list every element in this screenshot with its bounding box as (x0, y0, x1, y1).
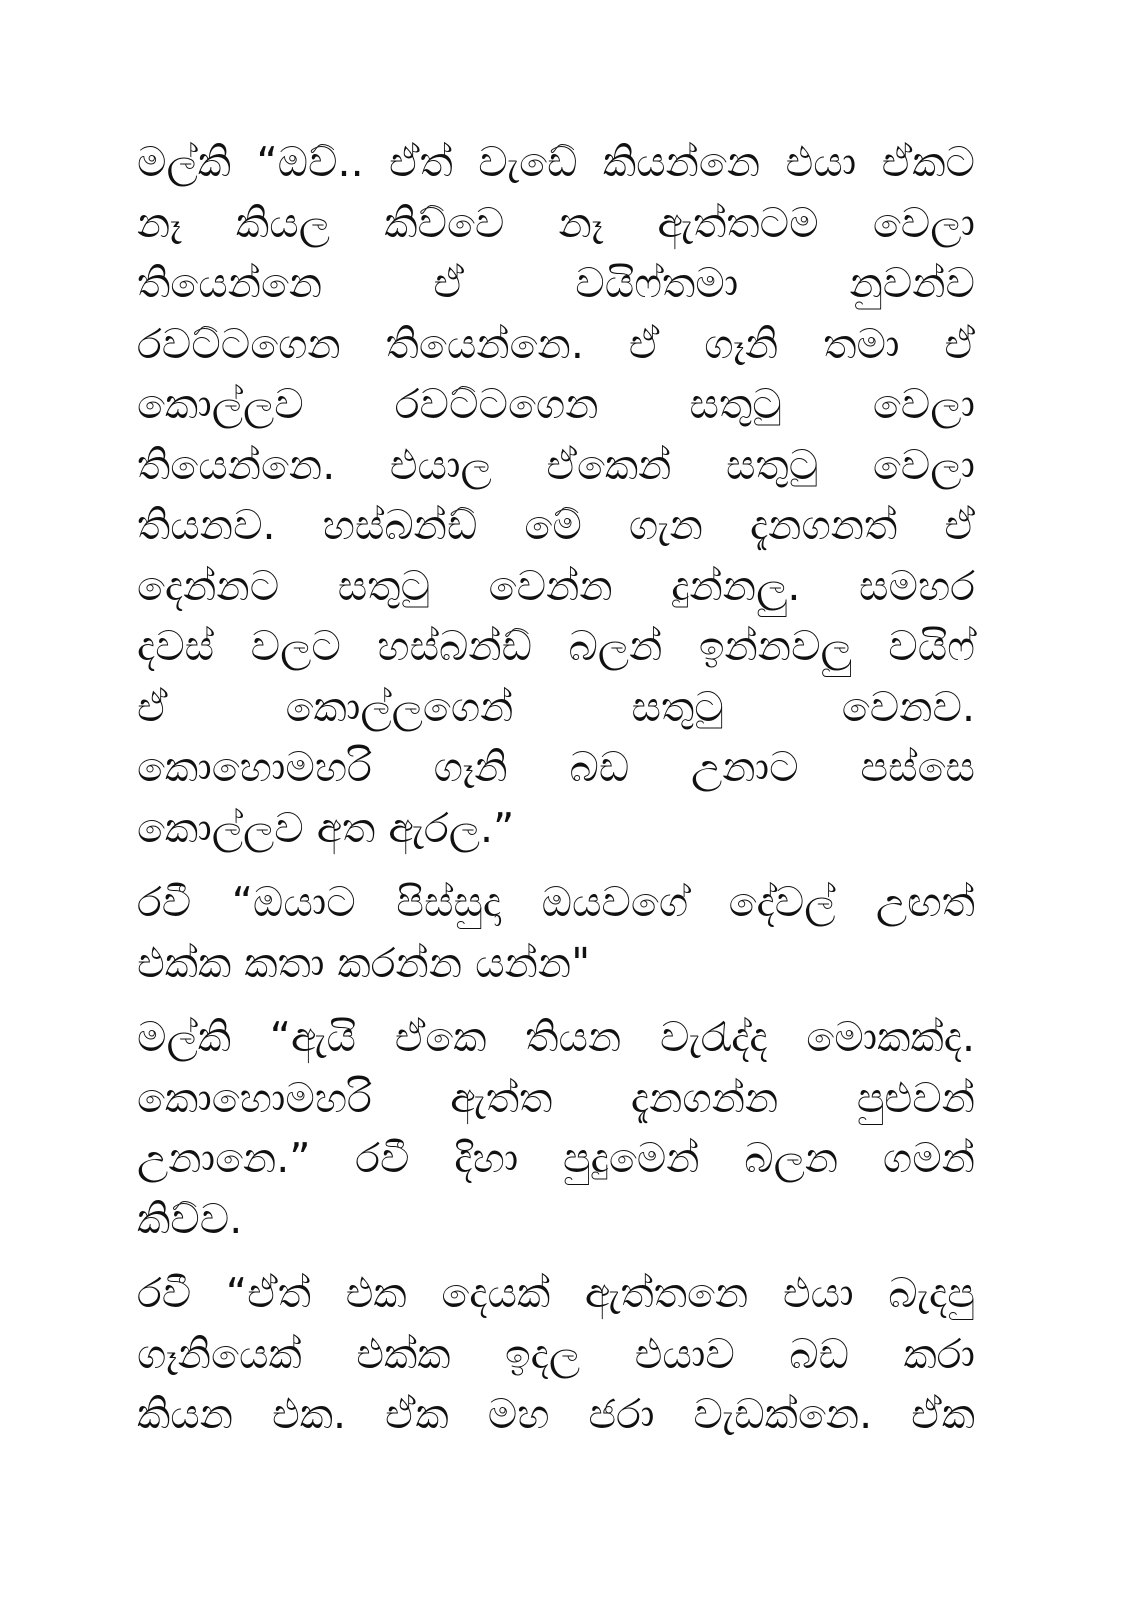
text-line: තියෙන්නෙ ඒ වයිෆ්තමා නුවන්ව (137, 259, 975, 307)
text-line: මල්කි “ඔව්.. ඒත් වැඩේ කියන්නෙ එයා ඒකට (137, 138, 975, 186)
text-line: කොහොමහරි ගෑනි බඩ උනාට පස්සෙ (137, 743, 975, 791)
text-line: තියනව. හස්බන්ඩ් මේ ගැන දැනගනත් ඒ (137, 501, 975, 549)
paragraph-ravi-1 (137, 872, 975, 993)
text-line: රවී “ඒත් එක දෙයක් ඇත්තනෙ එයා බැදපු (137, 1269, 975, 1317)
text-line: උනානෙ.” රවී දිහා පුදුමෙන් බලන ගමන් (137, 1134, 975, 1182)
text-line: කොල්ලව රවට්ටගෙන සතුටු වෙලා (137, 380, 975, 428)
text-line: කොහොමහරි ඇත්ත දැනගන්න පුළුවන් (137, 1073, 975, 1122)
text-line: රවී “ඔයාට පිස්සුදා ඔයවගේ දේවල් උඟත් (137, 878, 975, 926)
text-line: එක්ක කතා කරන්න යන්න" (137, 938, 591, 987)
text-line: කොල්ලව අත ඇරල.” (137, 803, 515, 852)
body-text (137, 132, 975, 1459)
text-line: මල්කි “ඇයි ඒකෙ තියන වැරැද්ද මොකක්ද. (137, 1013, 975, 1061)
paragraph-ravi-2 (137, 1263, 975, 1445)
text-line: දෙන්නට සතුටු වෙන්න දුන්නලු. සමහර (137, 561, 975, 610)
paragraph-malki-1 (137, 132, 975, 858)
text-line: නෑ කියල කිව්වෙ නෑ ඇත්තටම වෙලා (137, 198, 975, 247)
text-line: දවස් වලට හස්බන්ඩ් බලන් ඉන්නවලු වයිෆ් (137, 622, 975, 670)
text-line: රවට්ටගෙන තියෙන්නෙ. ඒ ගෑනි තමා ඒ (137, 319, 975, 368)
text-line: ඒ කොල්ලගෙන් සතුටු වෙනව. (137, 682, 975, 731)
text-line: කියන එක. ඒක මහ ජරා වැඩක්නෙ. ඒක (137, 1390, 975, 1438)
text-line: තියෙන්නෙ. එයාල ඒකෙන් සතුටු වෙලා (137, 440, 975, 489)
text-line: කිව්ව. (137, 1194, 243, 1243)
text-line: ගෑනියෙක් එක්ක ඉදල එයාව බඩ කරා (137, 1329, 975, 1378)
paragraph-malki-2 (137, 1007, 975, 1249)
